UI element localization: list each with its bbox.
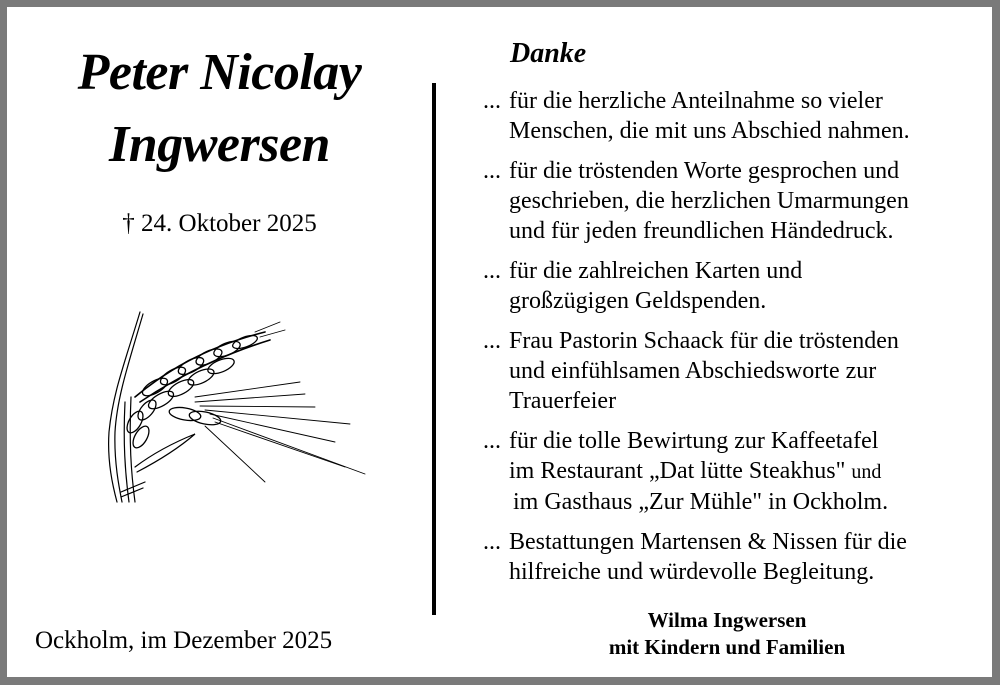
thanks-list <box>483 86 983 597</box>
thanks-line: und einfühlsamen Abschiedsworte zur <box>509 358 877 384</box>
thanks-line: großzügigen Geldspenden. <box>509 288 767 314</box>
obituary-card <box>7 7 992 677</box>
thanks-line: für die tröstenden Worte gesprochen und <box>509 158 900 184</box>
thanks-line <box>483 456 983 487</box>
signature-name: Wilma Ingwersen <box>647 608 807 632</box>
death-date: † 24. Oktober 2025 <box>122 210 317 237</box>
thanks-item <box>483 86 983 146</box>
signature-family: mit Kindern und Familien <box>608 635 846 659</box>
thanks-line: im Gasthaus „Zur Mühle" in Ockholm. <box>513 489 889 515</box>
thanks-line: geschrieben, die herzlichen Umarmungen <box>509 188 909 214</box>
thanks-line: Frau Pastorin Schaack für die tröstenden <box>509 328 899 354</box>
vertical-divider <box>432 83 436 615</box>
thanks-item <box>483 256 983 316</box>
wheat-ear-icon <box>95 302 370 507</box>
thanks-line-text: im Restaurant „Dat lütte Steakhus" <box>509 458 846 484</box>
thanks-item <box>483 156 983 246</box>
thanks-heading: Danke <box>510 38 587 69</box>
deceased-name-last: Ingwersen <box>109 116 330 173</box>
thanks-line: und für jeden freundlichen Händedruck. <box>509 218 894 244</box>
ellipsis: ... <box>483 88 501 114</box>
thanks-line: für die tolle Bewirtung zur Kaffeetafel <box>509 428 879 454</box>
thanks-line-suffix: und <box>851 461 882 483</box>
ellipsis: ... <box>483 529 501 555</box>
place-and-date: Ockholm, im Dezember 2025 <box>35 627 333 654</box>
thanks-line: Trauerfeier <box>509 388 617 414</box>
ellipsis: ... <box>483 328 501 354</box>
thanks-line: Menschen, die mit uns Abschied nahmen. <box>509 118 910 144</box>
deceased-name-first: Peter Nicolay <box>77 44 362 101</box>
ellipsis: ... <box>483 428 501 454</box>
ellipsis: ... <box>483 158 501 184</box>
thanks-line: Bestattungen Martensen & Nissen für die <box>509 529 907 555</box>
thanks-line: für die herzliche Anteilnahme so vieler <box>509 88 883 114</box>
thanks-item <box>483 326 983 416</box>
thanks-line: hilfreiche und würdevolle Begleitung. <box>509 559 875 585</box>
thanks-item <box>483 426 983 517</box>
thanks-item <box>483 527 983 587</box>
thanks-line: für die zahlreichen Karten und <box>509 258 803 284</box>
ellipsis: ... <box>483 258 501 284</box>
